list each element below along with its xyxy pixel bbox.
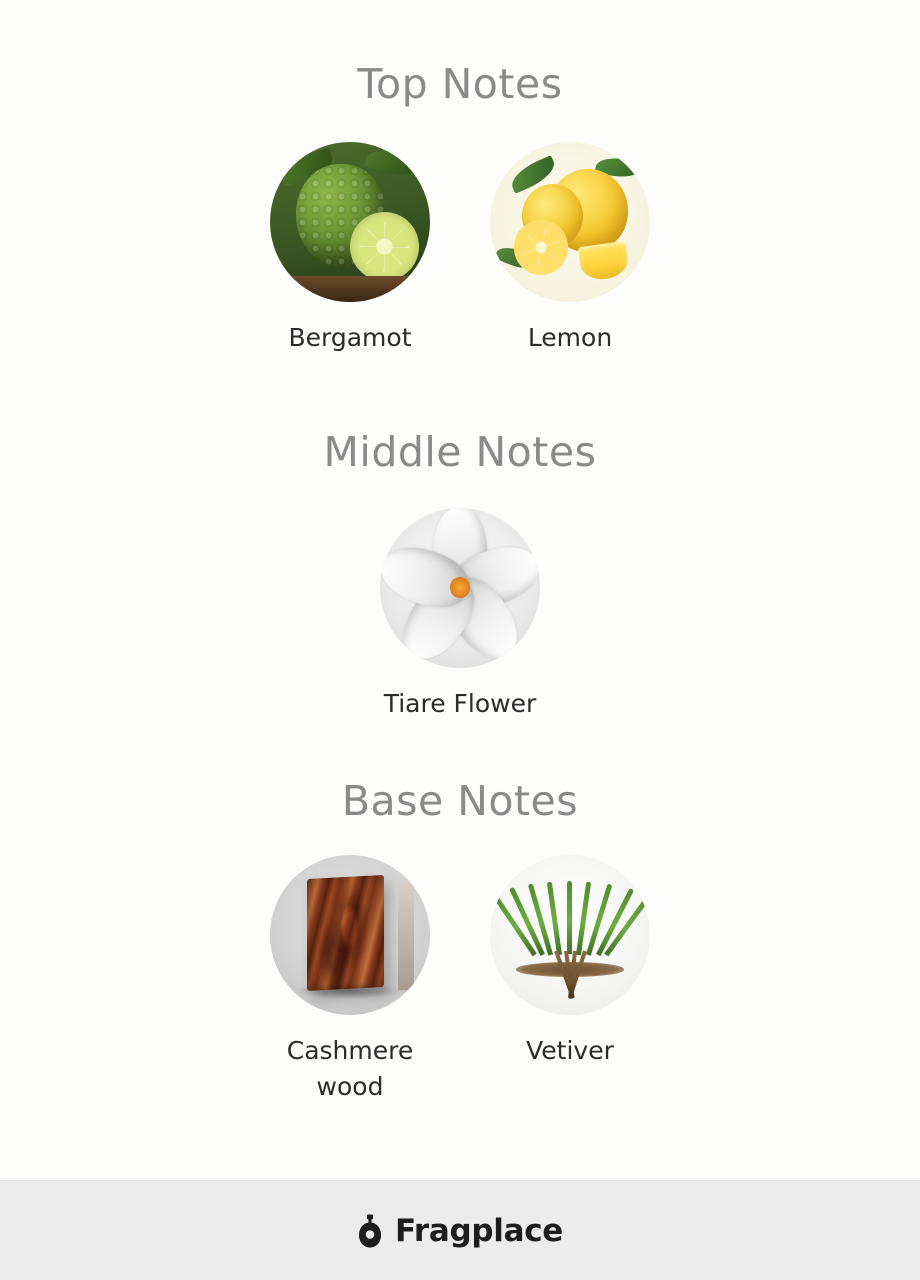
cashmere-wood-image [270,855,430,1015]
brand-name: Fragplace [394,1212,564,1249]
notes-row-top [0,142,920,356]
wood-side-face [398,880,414,990]
wood-ground-shape [270,276,430,302]
page-footer [0,1180,920,1280]
bergamot-image [270,142,430,302]
section-base-notes [0,777,920,1104]
lemon-illustration [490,142,650,302]
notes-row-middle [0,508,920,722]
note-item-cashmere-wood[interactable] [250,855,450,1104]
tiare-flower-illustration [380,508,540,668]
grass-blade [586,883,612,955]
tiare-flower-image [380,508,540,668]
flower-center-shape [450,577,471,598]
vetiver-illustration [490,855,650,1015]
grass-blade [567,881,572,955]
section-spacer [0,721,920,777]
lemon-wedge-shape [577,241,629,283]
drop-shadow [292,983,404,999]
section-top-notes [0,60,920,356]
section-title-middle-notes: Middle Notes [323,427,597,476]
vetiver-image [490,855,650,1015]
note-label: Cashmere wood [286,1036,414,1101]
note-item-vetiver[interactable] [470,855,670,1069]
section-title-base-notes: Base Notes [341,777,579,825]
notes-row-base [0,855,920,1104]
fragplace-bottle-icon [357,1214,383,1248]
note-label: Vetiver [526,1036,614,1065]
note-label: Tiare Flower [383,688,537,718]
bergamot-illustration [270,142,430,302]
section-middle-notes [0,428,920,722]
cashmere-wood-illustration [270,855,430,1015]
lemon-slice-shape [514,220,568,274]
wood-block-shape [307,875,384,991]
bergamot-slice-shape [350,212,419,281]
section-title-top-notes: Top Notes [357,60,563,108]
leaf-shape [364,145,419,181]
note-label: Lemon [527,323,613,352]
note-item-tiare-flower[interactable] [360,508,560,722]
lemon-image [490,142,650,302]
note-item-bergamot[interactable] [250,142,450,356]
wood-grain-texture [307,875,384,991]
note-label: Bergamot [288,323,412,352]
note-item-lemon[interactable] [470,142,670,356]
section-spacer [0,356,920,428]
